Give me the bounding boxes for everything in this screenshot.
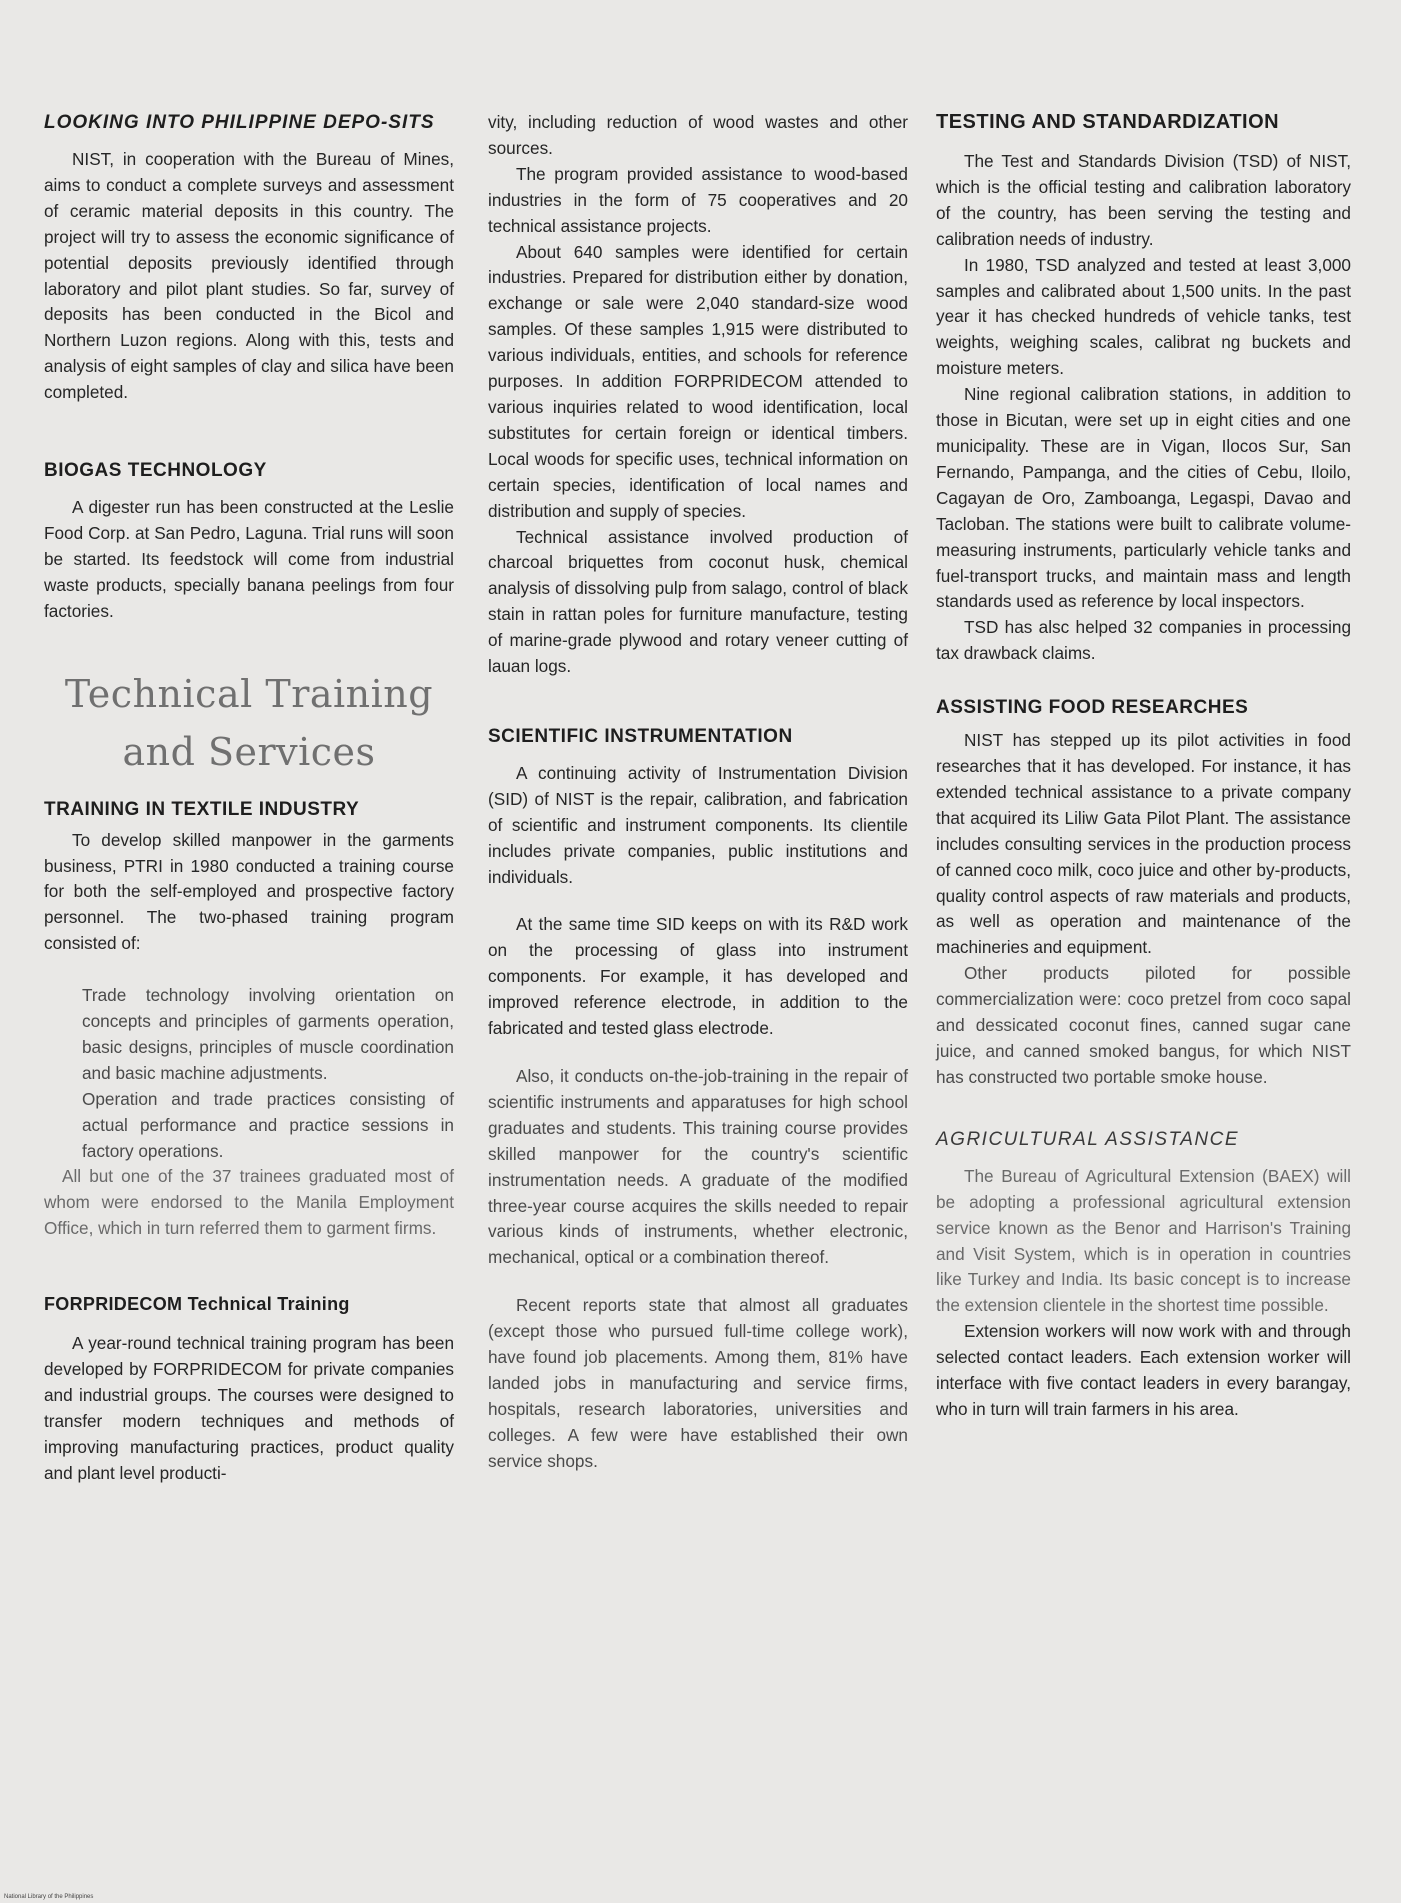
paragraph-glass: At the same time SID keeps on with its R&D work on the processing of glass into instrument components. For example, it has developed and improved reference electrode, in addition to the fabricated and tested glass electrode. [488, 914, 908, 1039]
paragraph-ojt: Also, it conducts on-the-job-training in the repair of scientific instruments and apparatuses for high school graduates and students. This training course provides skilled manpower for the country's scientific instrumentation needs. A graduate of the modified three-year course acquires the skills needed to repair various kinds of instruments, whether electronic, mechanical, optical or a combination thereof. [488, 1066, 908, 1268]
paragraph-forpridecom: A year-round technical training program has been developed by FORPRIDECOM for private companies and industrial groups. The courses were designed to transfer modern techniques and methods of improving manufacturing practices, product quality and plant level producti- [44, 1333, 454, 1483]
column-right [936, 110, 1351, 1423]
column-left [44, 110, 454, 1487]
paragraph-samples: About 640 samples were identified for certain industries. Prepared for distribution either by donation, exchange or sale were 2,040 standard-size wood samples. Of these samples 1,915 were distributed to various individuals, entities, and schools for reference purposes. In addition FORPRIDECOM attended to various inquiries related to wood identification, local substitutes for certain foreign or identical timbers. Local woods for specific uses, technical information on certain species, identification of local names and distribution and supply of species. [488, 241, 908, 521]
paragraph-products: Other products piloted for possible commercialization were: coco pretzel from coco sapal and dessicated coconut fines, canned sugar cane juice, and canned smoked bangus, for which NIST has constructed two portable smoke house. [936, 963, 1351, 1087]
training-phase-list [82, 983, 454, 1164]
paragraph-extension: Extension workers will now work with and through selected contact leaders. Each extension worker will interface with five contact leaders in every barangay, who in turn will train farmers in his area. [936, 1321, 1351, 1419]
paragraph-instrumentation: A continuing activity of Instrumentation Division (SID) of NIST is the repair, calibration, and fabrication of scientific and instrument components. Its clientile includes private companies, public institutions and individuals. [488, 762, 908, 887]
paragraph-1980: In 1980, TSD analyzed and tested at least 3,000 samples and calibrated about 1,500 units. In the past year it has checked hundreds of vehicle tanks, test weights, weighing scales, calibrat ng buckets and moisture meters. [936, 254, 1351, 379]
heading-testing: TESTING AND STANDARDIZATION [936, 111, 1280, 133]
section-title-line1: Technical Training [64, 671, 434, 716]
paragraph-stations: Nine regional calibration stations, in addition to those in Bicutan, were set up in eight cities and one municipality. These are in Vigan, Ilocos Sur, San Fernando, Pampanga, and the cities of Cebu, Iloilo, Cagayan de Oro, Zamboanga, Legaspi, Davao and Tacloban. The stations were built to calibrate volume-measuring instruments, particularly vehicle tanks and fuel-transport trucks, and maintain mass and length standards used as reference by local inspectors. [936, 384, 1351, 612]
paragraph-technical-assistance: Technical assistance involved production of charcoal briquettes from coconut husk, chemical analysis of dissolving pulp from salago, control of black stain in rattan poles for furniture manufacture, testing of marine-grade plywood and rotary veneer cutting of lauan logs. [488, 526, 908, 677]
list-item-operation-practices: Operation and trade practices consisting of actual performance and practice sessions in factory operations. [82, 1088, 454, 1161]
paragraph-reports: Recent reports state that almost all graduates (except those who pursued full-time college work), have found job placements. Among them, 81% have landed jobs in manufacturing and service firms, hospitals, research laboratories, universities and colleges. A few were have established their own service shops. [488, 1295, 908, 1471]
heading-instrumentation: SCIENTIFIC INSTRUMENTATION [488, 725, 793, 747]
column-middle [488, 110, 908, 1475]
heading-agricultural: AGRICULTURAL ASSISTANCE [936, 1128, 1240, 1150]
paragraph-continuation: vity, including reduction of wood wastes and other sources. [488, 112, 908, 158]
footer-credit: National Library of the Philippines [4, 1894, 94, 1900]
paragraph-food: NIST has stepped up its pilot activities in food researches that it has developed. For instance, it has extended technical assistance to a private company that acquired its Liliw Gata Pilot Plant. The assistance includes consulting services in the production process of canned coco milk, coco juice and other by-products, quality control aspects of raw materials and products, as well as operation and maintenance of the machineries and equipment. [936, 730, 1351, 958]
paragraph-program: The program provided assistance to wood-based industries in the form of 75 cooperatives and 20 technical assistance projects. [488, 163, 908, 236]
paragraph-deposits: NIST, in cooperation with the Bureau of Mines, aims to conduct a complete surveys and assessment of ceramic material deposits in this country. The project will try to assess the economic significance of potential deposits previously identified through laboratory and pilot plant studies. So far, survey of deposits has been conducted in the Bicol and Northern Luzon regions. Along with this, tests and analysis of eight samples of clay and silica have been completed. [44, 149, 454, 403]
heading-philippine-deposits: LOOKING INTO PHILIPPINE DEPO-SITS [44, 112, 435, 133]
paragraph-textile: To develop skilled manpower in the garments business, PTRI in 1980 conducted a training course for both the self-employed and prospective factory personnel. The two-phased training program consisted of: [44, 829, 454, 954]
heading-food: ASSISTING FOOD RESEARCHES [936, 697, 1249, 719]
section-title-line2: and Services [122, 729, 376, 774]
paragraph-tsd: The Test and Standards Division (TSD) of NIST, which is the official testing and calibration laboratory of the country, has been serving the testing and calibration needs of industry. [936, 151, 1351, 249]
paragraph-trainees: All but one of the 37 trainees graduated most of whom were endorsed to the Manila Employment Office, which in turn referred them to garment firms. [44, 1166, 454, 1239]
heading-textile: TRAINING IN TEXTILE INDUSTRY [44, 798, 360, 820]
heading-forpridecom-training: FORPRIDECOM Technical Training [44, 1294, 350, 1315]
paragraph-baex: The Bureau of Agricultural Extension (BAEX) will be adopting a professional agricultural extension service known as the Benor and Harrison's Training and Visit System, which is in operation in countries like Turkey and India. Its basic concept is to increase the extension clientele in the shortest time possible. [936, 1165, 1351, 1316]
paragraph-biogas: A digester run has been constructed at the Leslie Food Corp. at San Pedro, Laguna. Trial runs will soon be started. Its feedstock will come from industrial waste products, specially banana peelings from four factories. [44, 497, 454, 621]
paragraph-drawback: TSD has alsc helped 32 companies in processing tax drawback claims. [936, 617, 1351, 664]
heading-biogas: BIOGAS TECHNOLOGY [44, 460, 267, 482]
list-item-trade-technology: Trade technology involving orientation on concepts and principles of garments operation, basic designs, principles of muscle coordination and basic machine adjustments. [82, 985, 454, 1083]
